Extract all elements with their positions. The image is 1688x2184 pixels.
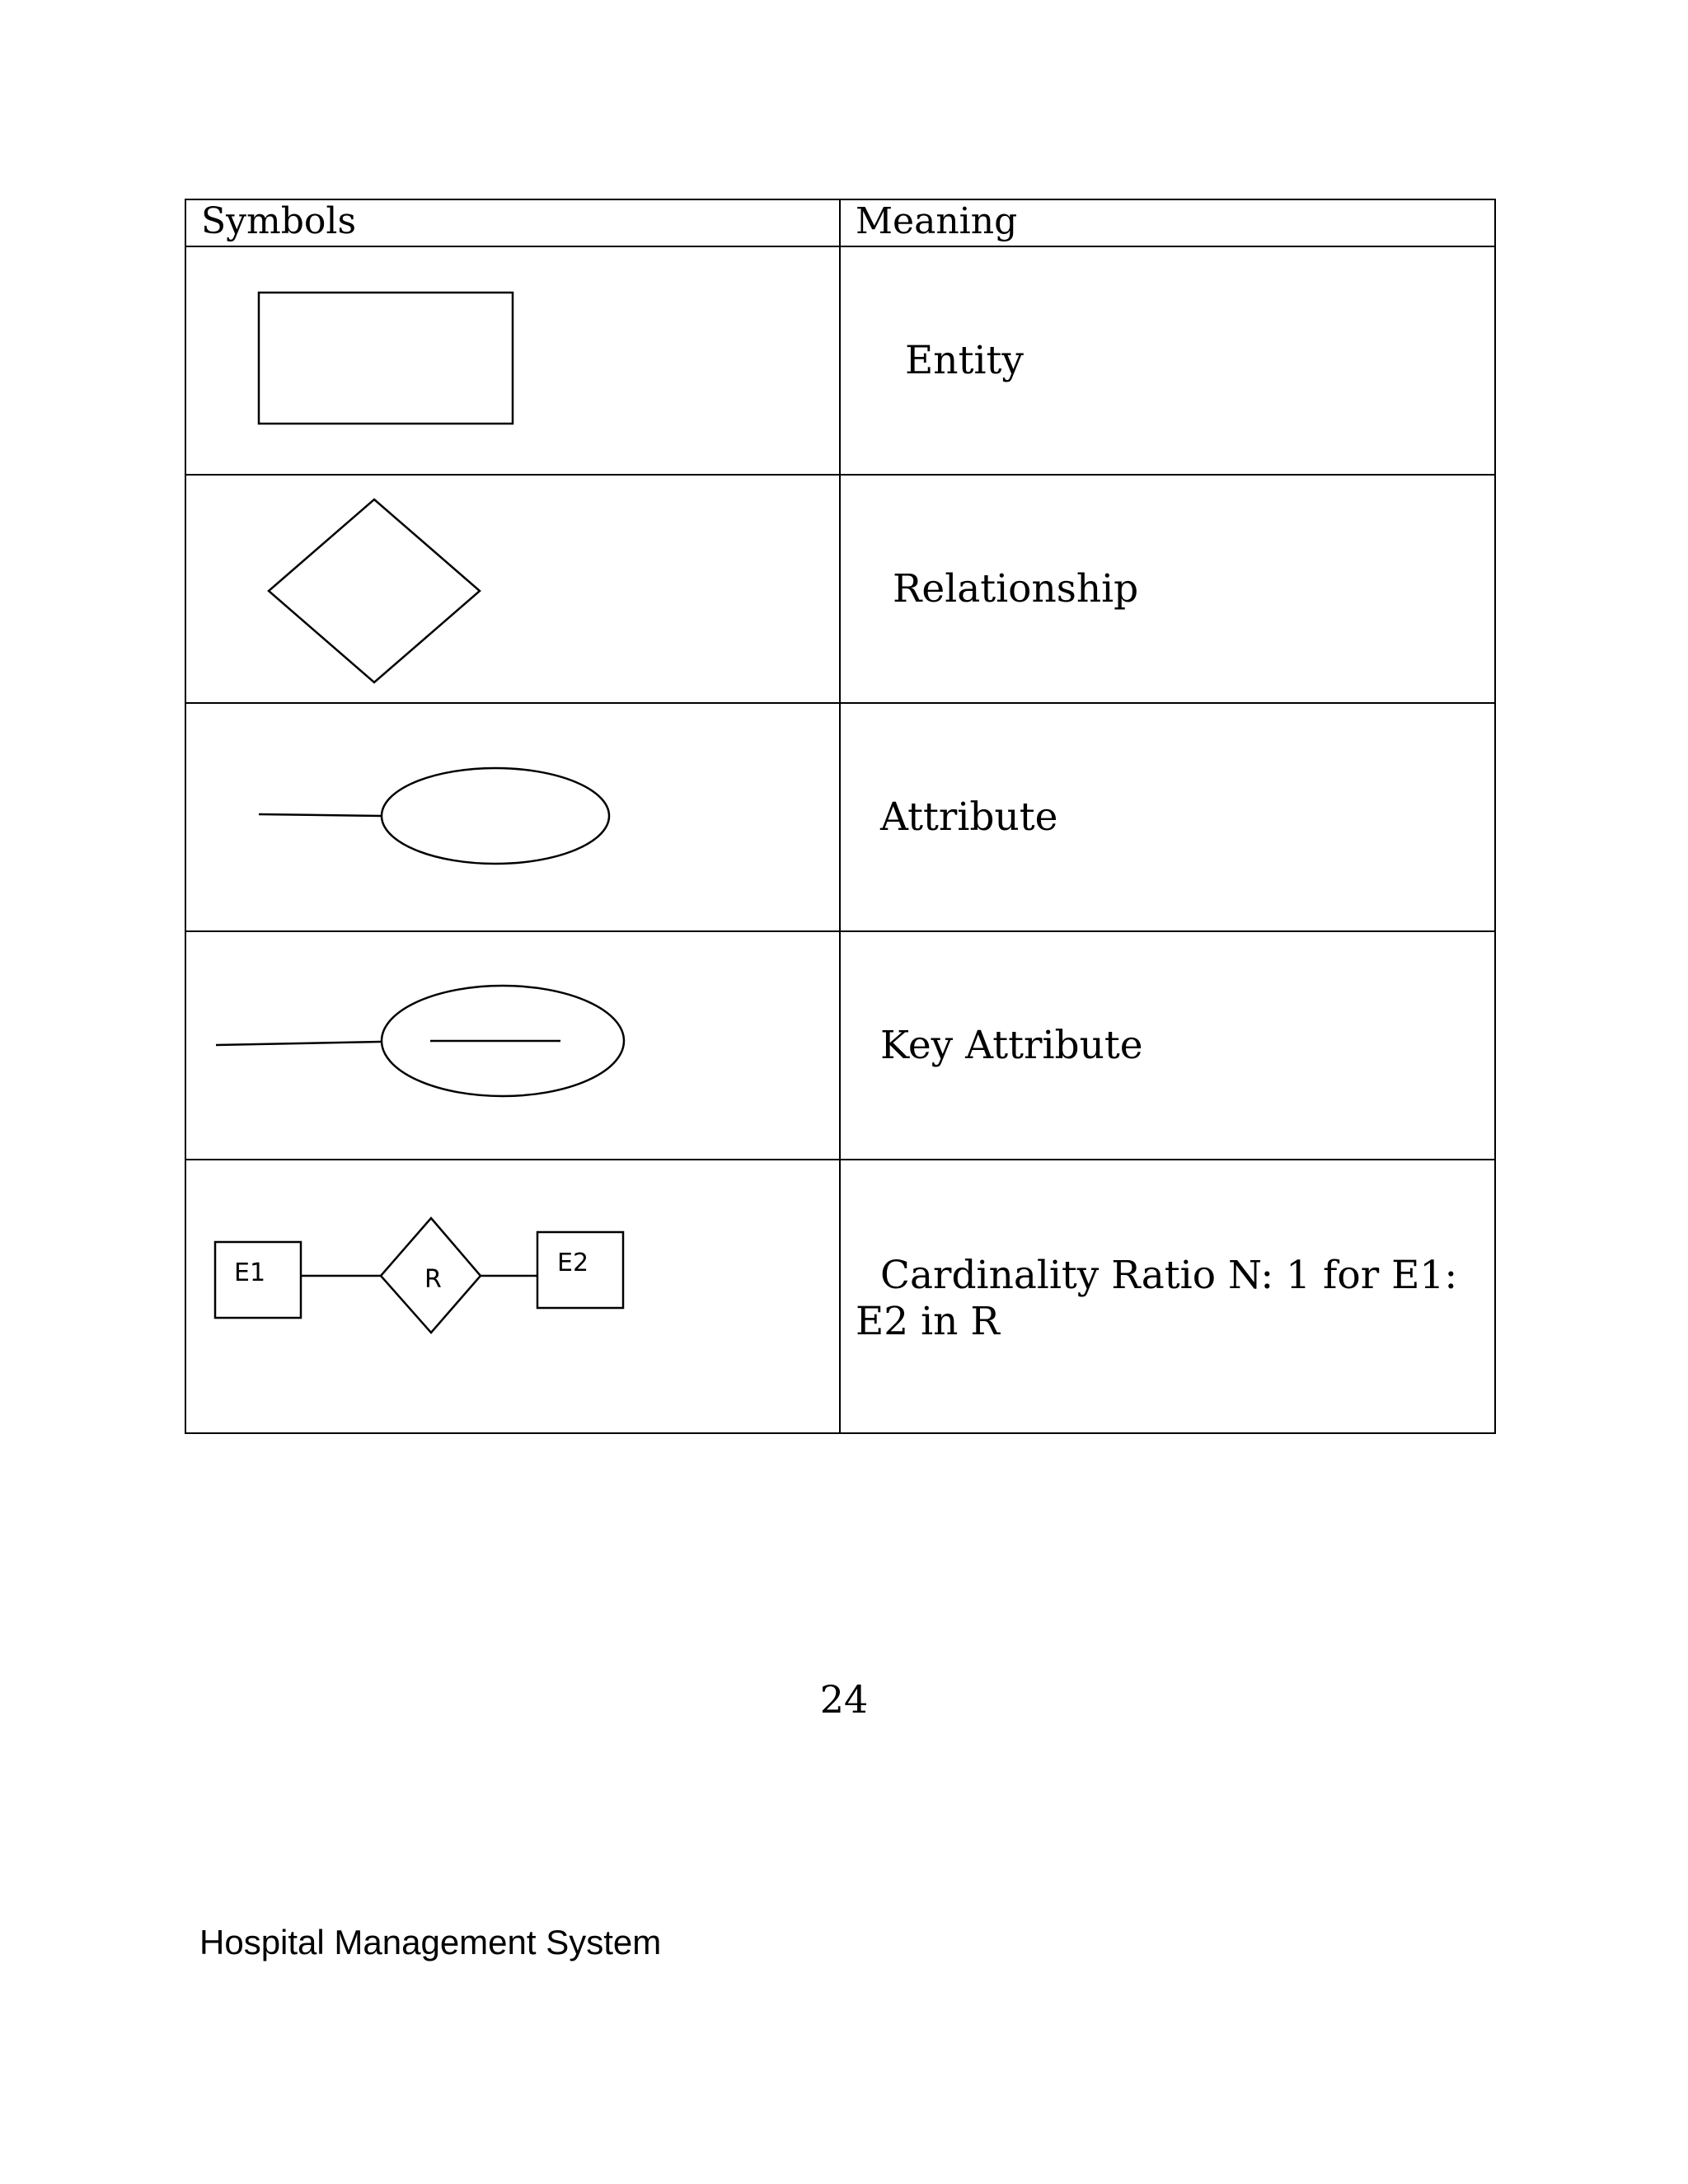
r-label: R: [424, 1265, 442, 1294]
e2-label: E2: [557, 1249, 589, 1277]
table-row-attribute: [185, 703, 1495, 931]
table-row-key-attribute: [185, 931, 1495, 1160]
page-number: 24: [819, 1677, 869, 1722]
e1-label: E1: [234, 1258, 266, 1287]
meaning-cell: [840, 246, 1495, 475]
meaning-entity: Entity: [905, 338, 1024, 383]
meaning-relationship: Relationship: [893, 566, 1139, 612]
table-row-relationship: [185, 475, 1495, 703]
header-meaning: Meaning: [840, 199, 1495, 246]
meaning-key-attribute: Key Attribute: [880, 1023, 1143, 1068]
entity-rectangle-icon: [186, 247, 841, 474]
symbol-cell: [185, 703, 840, 931]
table-header-row: [185, 199, 1495, 246]
er-symbols-table: [185, 199, 1496, 1434]
table-row-entity: [185, 246, 1495, 475]
meaning-cell: [840, 703, 1495, 931]
relationship-diamond-icon: [186, 476, 841, 702]
meaning-cell: [840, 475, 1495, 703]
symbol-cell: [185, 1160, 840, 1433]
cardinality-diagram-icon: [186, 1160, 841, 1432]
symbol-cell: [185, 246, 840, 475]
footer-title: Hospital Management System: [199, 1923, 662, 1961]
meaning-cell: [840, 1160, 1495, 1433]
meaning-attribute: Attribute: [880, 794, 1058, 840]
symbol-cell: [185, 475, 840, 703]
meaning-cardinality: Cardinality Ratio N: 1 for E1: E2 in R: [856, 1253, 1458, 1344]
table-row-cardinality: [185, 1160, 1495, 1433]
header-symbols: Symbols: [185, 199, 840, 246]
meaning-cell: [840, 931, 1495, 1160]
key-attribute-ellipse-icon: [186, 932, 841, 1159]
attribute-ellipse-icon: [186, 704, 841, 930]
symbol-cell: [185, 931, 840, 1160]
